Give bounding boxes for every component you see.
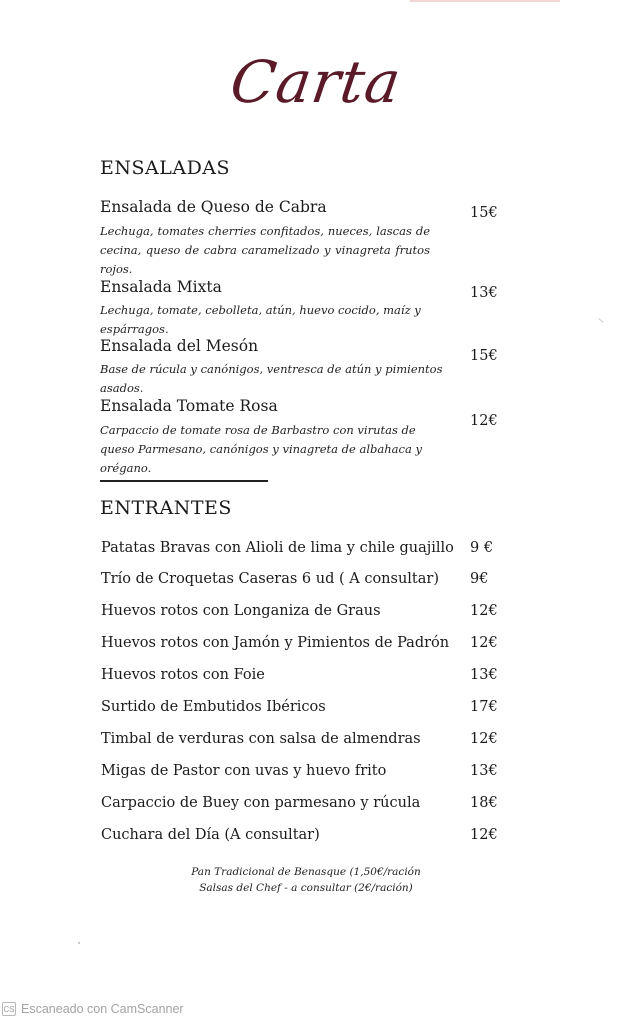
starter-price: 12€ — [470, 827, 498, 843]
dish-name: Ensalada Mixta — [100, 278, 222, 296]
dish-description: Lechuga, tomate, cebolleta, atún, huevo cocido, maíz y espárragos. — [100, 303, 421, 336]
bread-note: Pan Tradicional de Benasque (1,50€/ración — [191, 866, 421, 878]
starter-price: 12€ — [470, 731, 498, 747]
watermark-text: Escaneado con CamScanner — [21, 1002, 184, 1016]
menu-title: Carta — [226, 48, 406, 116]
dish-name: Ensalada de Queso de Cabra — [100, 198, 327, 216]
starter-price: 9€ — [470, 571, 489, 587]
scan-artifact — [410, 0, 560, 2]
starter-name: Surtido de Embutidos Ibéricos — [101, 699, 326, 715]
section-divider — [100, 480, 268, 482]
section-heading-entrantes: ENTRANTES — [100, 497, 232, 519]
dish-price: 12€ — [470, 413, 498, 429]
dish-price: 15€ — [470, 348, 498, 364]
starter-name: Huevos rotos con Longaniza de Graus — [101, 603, 381, 619]
dish-description: Base de rúcula y canónigos, ventresca de atún y pimientos asados. — [100, 362, 443, 395]
starter-price: 13€ — [470, 763, 498, 779]
camscanner-watermark — [2, 1002, 184, 1016]
dish-description: Carpaccio de tomate rosa de Barbastro con virutas de queso Parmesano, canónigos y vinagreta de albahaca y orégano. — [100, 423, 422, 475]
starter-name: Huevos rotos con Jamón y Pimientos de Padrón — [101, 635, 450, 651]
starter-name: Patatas Bravas con Alioli de lima y chile guajillo — [101, 540, 454, 556]
starter-name: Migas de Pastor con uvas y huevo frito — [101, 763, 387, 779]
starter-name: Carpaccio de Buey con parmesano y rúcula — [101, 795, 421, 811]
starter-price: 12€ — [470, 635, 498, 651]
sauces-note: Salsas del Chef - a consultar (2€/ración) — [199, 882, 413, 894]
starter-name: Huevos rotos con Foie — [101, 667, 265, 683]
starter-name: Cuchara del Día (A consultar) — [101, 827, 320, 843]
dish-name: Ensalada Tomate Rosa — [100, 397, 278, 415]
section-heading-ensaladas: ENSALADAS — [100, 157, 231, 179]
dish-price: 15€ — [470, 205, 498, 221]
starter-price: 12€ — [470, 603, 498, 619]
dish-description: Lechuga, tomates cherries confitados, nueces, lascas de cecina, queso de cabra caramelizado y vinagreta frutos rojos. — [100, 224, 430, 276]
scan-speck — [598, 318, 603, 323]
starter-price: 13€ — [470, 667, 498, 683]
starter-price: 18€ — [470, 795, 498, 811]
dish-name: Ensalada del Mesón — [100, 337, 259, 355]
starter-name: Timbal de verduras con salsa de almendras — [101, 731, 421, 747]
starter-price: 9 € — [470, 540, 494, 556]
scan-speck — [78, 942, 80, 944]
starter-price: 17€ — [470, 699, 498, 715]
dish-price: 13€ — [470, 285, 498, 301]
starter-name: Trío de Croquetas Caseras 6 ud ( A consultar) — [101, 571, 439, 587]
camscanner-logo-icon: CS — [2, 1002, 16, 1016]
